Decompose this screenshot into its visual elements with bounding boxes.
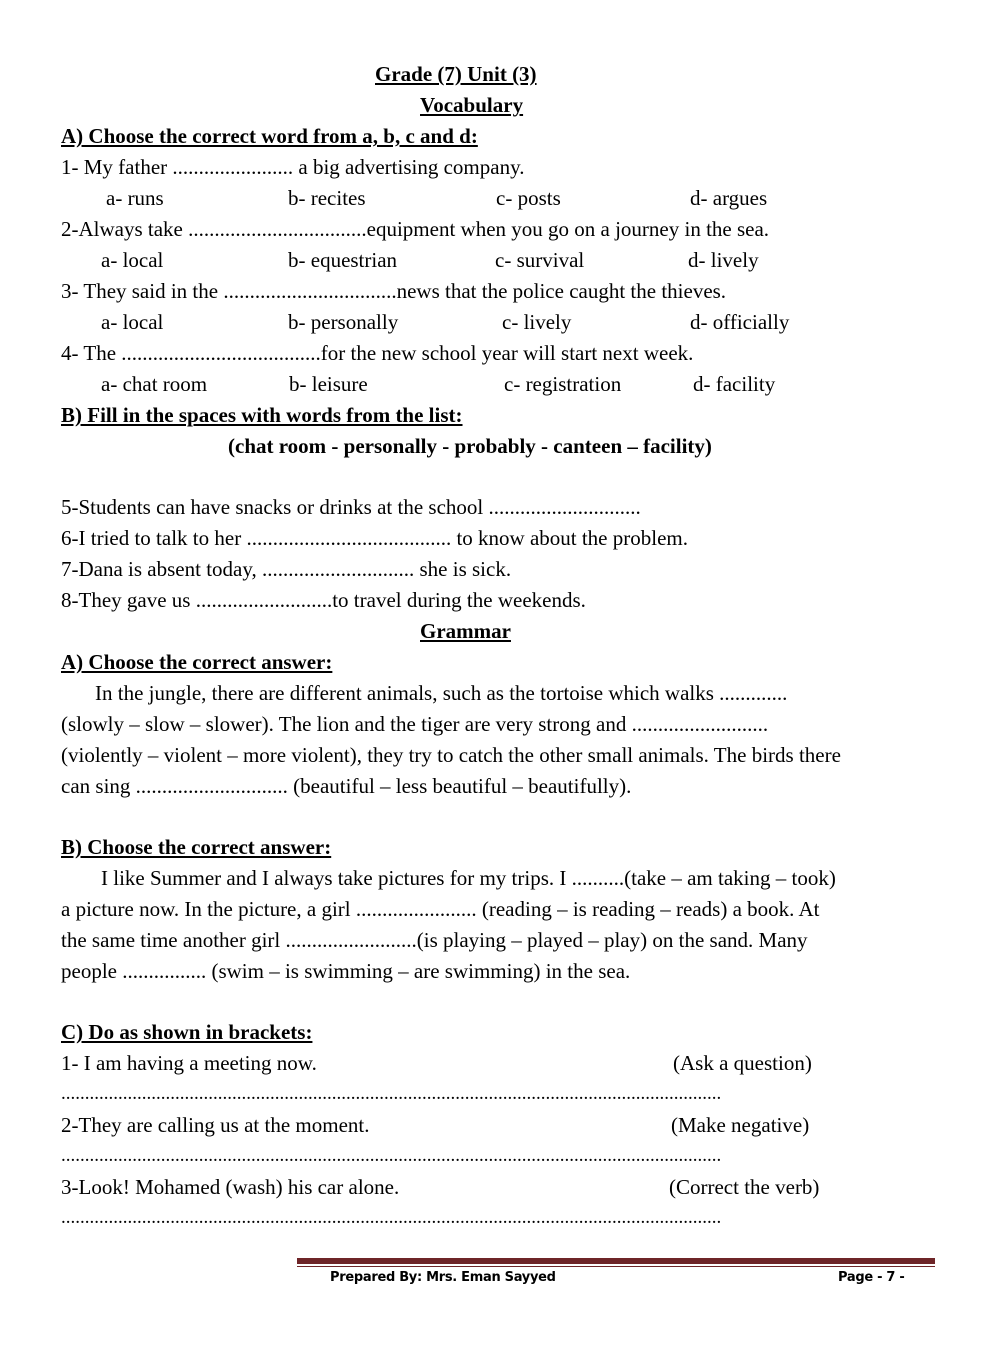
grammar-b-line-1: I like Summer and I always take pictures for my trips. I ..........(take – am taking – took): [101, 866, 836, 890]
fill-sentence-6: 6-I tried to talk to her ....................................... to know about the problem.: [61, 526, 688, 550]
answer-line-3[interactable]: ...........................................................................................................................................: [61, 1207, 722, 1228]
grammar-a-line-4: can sing ............................. (beautiful – less beautiful – beautifully).: [61, 774, 632, 798]
answer-line-1[interactable]: ...........................................................................................................................................: [61, 1083, 722, 1104]
word-list: (chat room - personally - probably - canteen – facility): [228, 434, 712, 458]
grammar-part-c-heading: C) Do as shown in brackets:: [61, 1020, 313, 1044]
vocabulary-heading: Vocabulary: [420, 93, 524, 117]
vocab-question-3: 3- They said in the .................................news that the police caught the thieves.: [61, 279, 727, 303]
q1-option-b: b- recites: [288, 186, 366, 210]
q1-option-a: a- runs: [106, 186, 164, 210]
transform-instruction-3: (Correct the verb): [669, 1175, 820, 1199]
transform-item-2: 2-They are calling us at the moment.: [61, 1113, 370, 1137]
transform-instruction-1: (Ask a question): [673, 1051, 812, 1075]
q3-option-d: d- officially: [690, 310, 790, 334]
answer-line-2[interactable]: ...........................................................................................................................................: [61, 1145, 722, 1166]
fill-sentence-7: 7-Dana is absent today, ............................. she is sick.: [61, 557, 512, 581]
q3-option-c: c- lively: [502, 310, 572, 334]
grammar-b-line-2: a picture now. In the picture, a girl ....................... (reading – is reading – reads) a book. At: [61, 897, 820, 921]
grammar-a-line-3: (violently – violent – more violent), they try to catch the other small animals. The birds there: [61, 743, 841, 767]
vocab-question-4: 4- The ......................................for the new school year will start next week.: [61, 341, 694, 365]
footer-author: Prepared By: Mrs. Eman Sayyed: [330, 1270, 556, 1285]
q4-option-b: b- leisure: [289, 372, 368, 396]
q1-option-d: d- argues: [690, 186, 768, 210]
transform-instruction-2: (Make negative): [671, 1113, 810, 1137]
q4-option-d: d- facility: [693, 372, 776, 396]
grammar-b-line-4: people ................ (swim – is swimming – are swimming) in the sea.: [61, 959, 631, 983]
q4-option-c: c- registration: [504, 372, 622, 396]
grammar-a-line-2: (slowly – slow – slower). The lion and the tiger are very strong and ..........................: [61, 712, 769, 736]
grammar-part-a-heading: A) Choose the correct answer:: [61, 650, 333, 674]
q1-option-c: c- posts: [496, 186, 561, 210]
q2-option-a: a- local: [101, 248, 164, 272]
vocab-question-1: 1- My father ....................... a big advertising company.: [61, 155, 525, 179]
grammar-a-line-1: In the jungle, there are different animals, such as the tortoise which walks .............: [95, 681, 788, 705]
transform-item-3: 3-Look! Mohamed (wash) his car alone.: [61, 1175, 400, 1199]
grammar-heading: Grammar: [420, 619, 511, 643]
footer-page-number: Page - 7 -: [838, 1270, 905, 1285]
q2-option-b: b- equestrian: [288, 248, 398, 272]
page-title: Grade (7) Unit (3): [375, 62, 537, 86]
footer-rule-thick: [297, 1258, 935, 1264]
q3-option-b: b- personally: [288, 310, 399, 334]
footer-rule-thin: [297, 1266, 935, 1267]
fill-sentence-8: 8-They gave us ..........................to travel during the weekends.: [61, 588, 586, 612]
vocab-question-2: 2-Always take ..................................equipment when you go on a journey in the sea.: [61, 217, 770, 241]
q2-option-c: c- survival: [495, 248, 585, 272]
transform-item-1: 1- I am having a meeting now.: [61, 1051, 317, 1075]
fill-sentence-5: 5-Students can have snacks or drinks at the school .............................: [61, 495, 641, 519]
q2-option-d: d- lively: [688, 248, 759, 272]
grammar-part-b-heading: B) Choose the correct answer:: [61, 835, 332, 859]
vocab-part-b-heading: B) Fill in the spaces with words from the list:: [61, 403, 463, 427]
q4-option-a: a- chat room: [101, 372, 208, 396]
q3-option-a: a- local: [101, 310, 164, 334]
grammar-b-line-3: the same time another girl .........................(is playing – played – play) on the sand. Many: [61, 928, 808, 952]
vocab-part-a-heading: A) Choose the correct word from a, b, c and d:: [61, 124, 478, 148]
